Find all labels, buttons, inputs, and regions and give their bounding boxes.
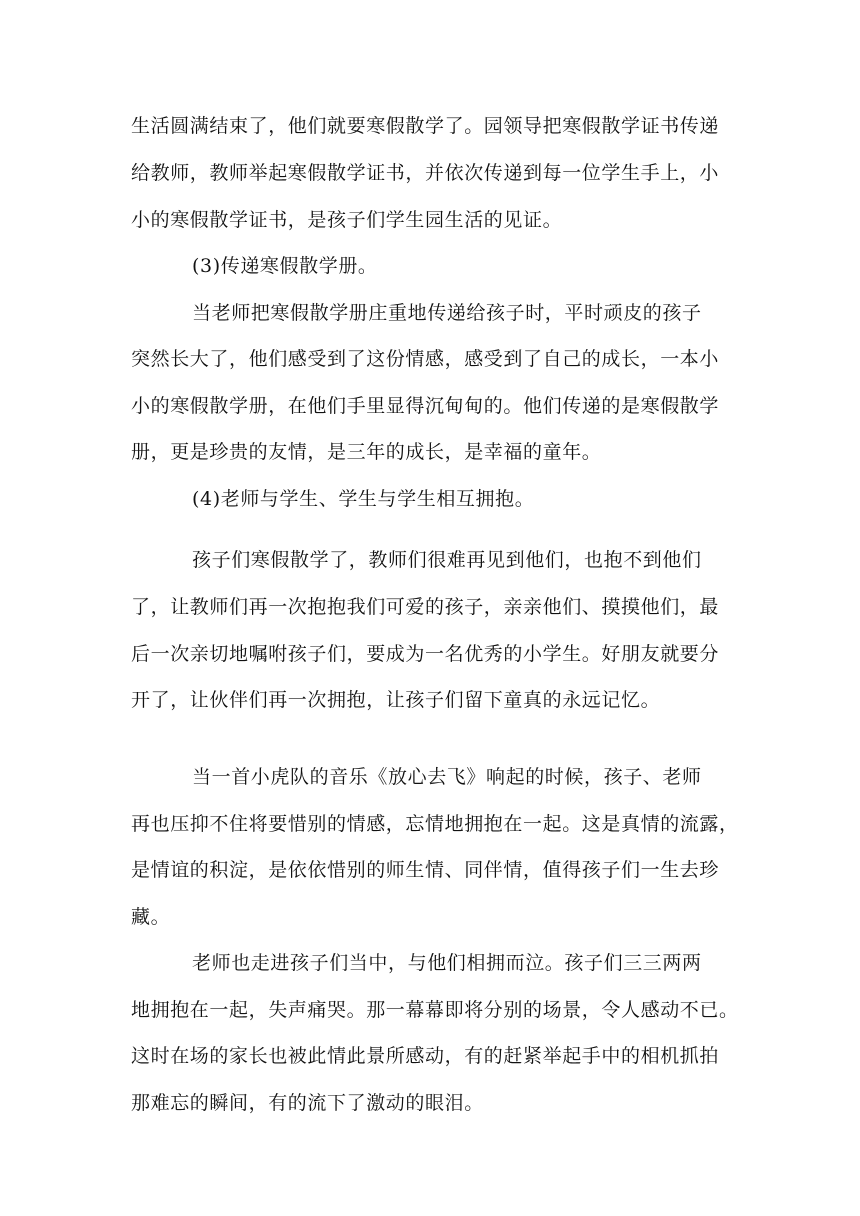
paragraph-line: 小的寒假散学证书，是孩子们学生园生活的见证。 [131,209,563,231]
paragraph-line: 了，让教师们再一次抱抱我们可爱的孩子，亲亲他们、摸摸他们，最 [131,596,720,618]
paragraph-line: 孩子们寒假散学了，教师们很难再见到他们，也抱不到他们 [192,549,702,571]
paragraph-line: 那难忘的瞬间，有的流下了激动的眼泪。 [131,1092,484,1114]
paragraph-line: 老师也走进孩子们当中，与他们相拥而泣。孩子们三三两两 [192,952,702,974]
paragraph-line: 开了，让伙伴们再一次拥抱，让孩子们留下童真的永远记忆。 [131,689,661,711]
paragraph-line: 后一次亲切地嘱咐孩子们，要成为一名优秀的小学生。好朋友就要分 [131,643,720,665]
paragraph-line: 藏。 [131,906,171,928]
paragraph-line: 这时在场的家长也被此情此景所感动，有的赶紧举起手中的相机抓拍 [131,1045,720,1067]
section-heading: (4)老师与学生、学生与学生相互拥抱。 [192,488,535,510]
section-heading: (3)传递寒假散学册。 [192,255,378,277]
paragraph-line: 册，更是珍贵的友情，是三年的成长，是幸福的童年。 [131,441,602,463]
paragraph-line: 地拥抱在一起，失声痛哭。那一幕幕即将分别的场景，令人感动不已。 [131,999,739,1021]
paragraph-line: 再也压抑不住将要惜别的情感，忘情地拥抱在一起。这是真情的流露， [131,813,739,835]
paragraph-line: 突然长大了，他们感受到了这份情感，感受到了自己的成长，一本小 [131,348,720,370]
paragraph-line: 当老师把寒假散学册庄重地传递给孩子时，平时顽皮的孩子 [192,302,702,324]
paragraph-line: 小的寒假散学册，在他们手里显得沉甸甸的。他们传递的是寒假散学 [131,395,720,417]
paragraph-line: 生活圆满结束了，他们就要寒假散学了。园领导把寒假散学证书传递 [131,115,720,137]
paragraph-line: 当一首小虎队的音乐《放心去飞》响起的时候，孩子、老师 [192,766,702,788]
paragraph-line: 是情谊的积淀，是依依惜别的师生情、同伴情，值得孩子们一生去珍 [131,859,720,881]
paragraph-line: 给教师，教师举起寒假散学证书，并依次传递到每一位学生手上，小 [131,162,720,184]
